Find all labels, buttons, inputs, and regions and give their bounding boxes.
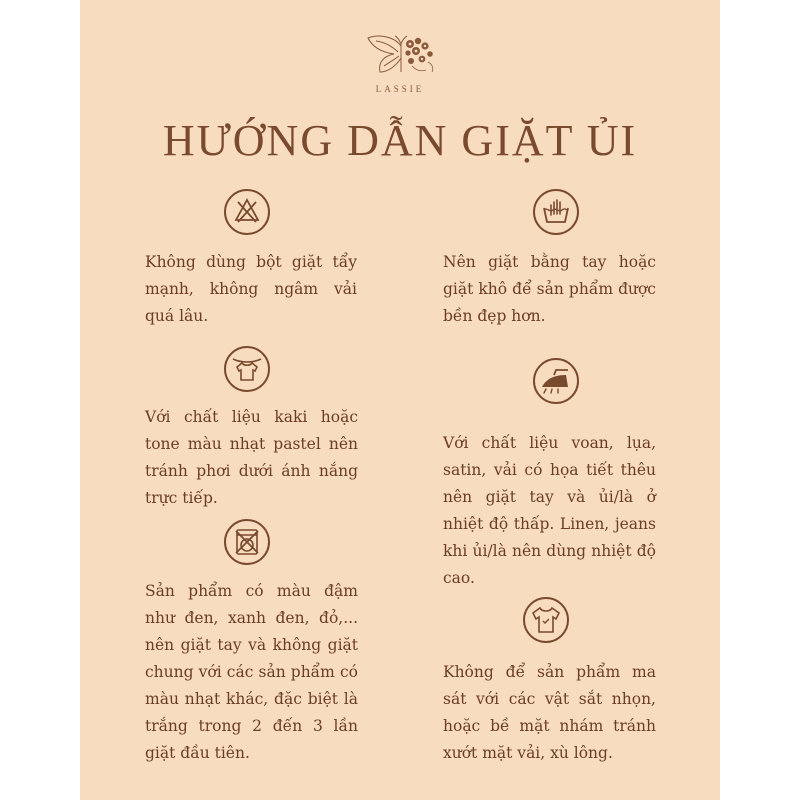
iron-low-heat-icon: [532, 357, 580, 405]
instruction-4-text: Với chất liệu voan, lụa, satin, vải có họa tiết thêu nên giặt tay và ủi/là ở nhiệt độ thấp. Linen, jeans khi ủi/là nên dùng nhiệt độ cao.: [443, 434, 656, 587]
no-machine-wash-icon: [223, 518, 271, 566]
no-bleach-icon: [223, 188, 271, 236]
brand-name: LASSIE: [375, 84, 425, 94]
instruction-1-text: Không dùng bột giặt tẩy mạnh, không ngâm vải quá lâu.: [145, 253, 357, 325]
instruction-3-text: Với chất liệu kaki hoặc tone màu nhạt pastel nên tránh phơi dưới ánh nắng trực tiếp.: [145, 408, 358, 507]
butterfly-floral-icon: [364, 32, 440, 82]
instruction-5-text: Sản phẩm có màu đậm như đen, xanh đen, đỏ,... nên giặt tay và không giặt chung với các sản phẩm có màu nhạt khác, đặc biệt là trắng trong 2 đến 3 lần giặt đầu tiên.: [145, 582, 358, 762]
hand-wash-icon: [532, 188, 580, 236]
instruction-6-text: Không để sản phẩm ma sát với các vật sắt nhọn, hoặc bề mặt nhám tránh xướt mặt vải, xù lông.: [443, 663, 656, 762]
shirt-care-icon: [522, 596, 570, 644]
page-title: HƯỚNG DẪN GIẶT ỦI: [162, 116, 638, 165]
dry-in-shade-icon: [223, 345, 271, 393]
instruction-2-text: Nên giặt bằng tay hoặc giặt khô để sản phẩm được bền đẹp hơn.: [443, 253, 656, 325]
